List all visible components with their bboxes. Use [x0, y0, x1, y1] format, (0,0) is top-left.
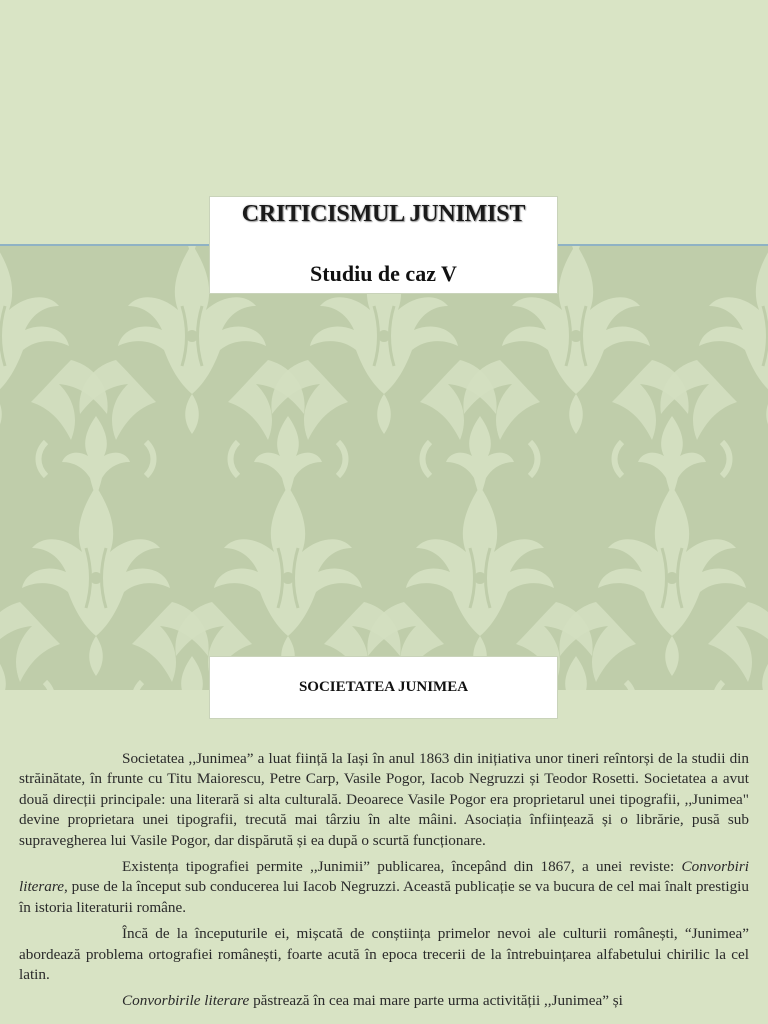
journal-title: Convorbiri literare: [19, 858, 749, 896]
main-title: CRITICISMUL JUNIMIST: [241, 201, 526, 227]
damask-pattern: [0, 246, 768, 690]
paragraph-2-end: , puse de la început sub conducerea lui Iacob Negruzzi. Această publicație se va bucura de cel mai înalt prestigiu în istoria literaturii române.: [19, 878, 749, 916]
subtitle: Studiu de caz V: [310, 261, 457, 286]
paragraph-4: [19, 991, 749, 1011]
paragraph-4-journal-title: Convorbirile literare: [122, 992, 250, 1010]
section-heading-card: [209, 656, 558, 719]
body-text: [19, 749, 749, 1018]
paragraph-2-start: Existența tipografiei permite ,,Junimii” publicarea, începând din 1867, a unei reviste:: [122, 858, 682, 876]
damask-pattern-panel: [0, 246, 768, 690]
title-card: [209, 196, 558, 294]
section-heading: SOCIETATEA JUNIMEA: [298, 679, 469, 695]
paragraph-3: Încă de la începuturile ei, mișcată de conștiința primelor nevoi ale culturii românești, “Junimea” abordează problema ortografiei românești, foarte acută în epoca trecerii de la întrebuințarea alfabetului chirilic la cel latin.: [19, 925, 749, 984]
paragraph-4-text: păstrează în cea mai mare parte urma activității ,,Junimea” și: [249, 992, 623, 1010]
paragraph-2: [19, 857, 749, 918]
paragraph-1: Societatea ,,Junimea” a luat ființă la Iași în anul 1863 din inițiativa unor tineri reîntorși de la studii din străinătate, în frunte cu Titu Maiorescu, Petre Carp, Vasile Pogor, Iacob Negruzzi și Teodor Rosetti. Societatea a avut două direcții principale: una literară si alta culturală. Deoarece Vasile Pogor era proprietarul unei tipografii, ,,Junimea" devine proprietara unei tipografii, trecută mai târziu în alte mâini. Asociația înființează și o librărie, pusă sub supravegherea lui Vasile Pogor, dar dispărută și ea după o scurtă funcționare.: [19, 750, 749, 849]
